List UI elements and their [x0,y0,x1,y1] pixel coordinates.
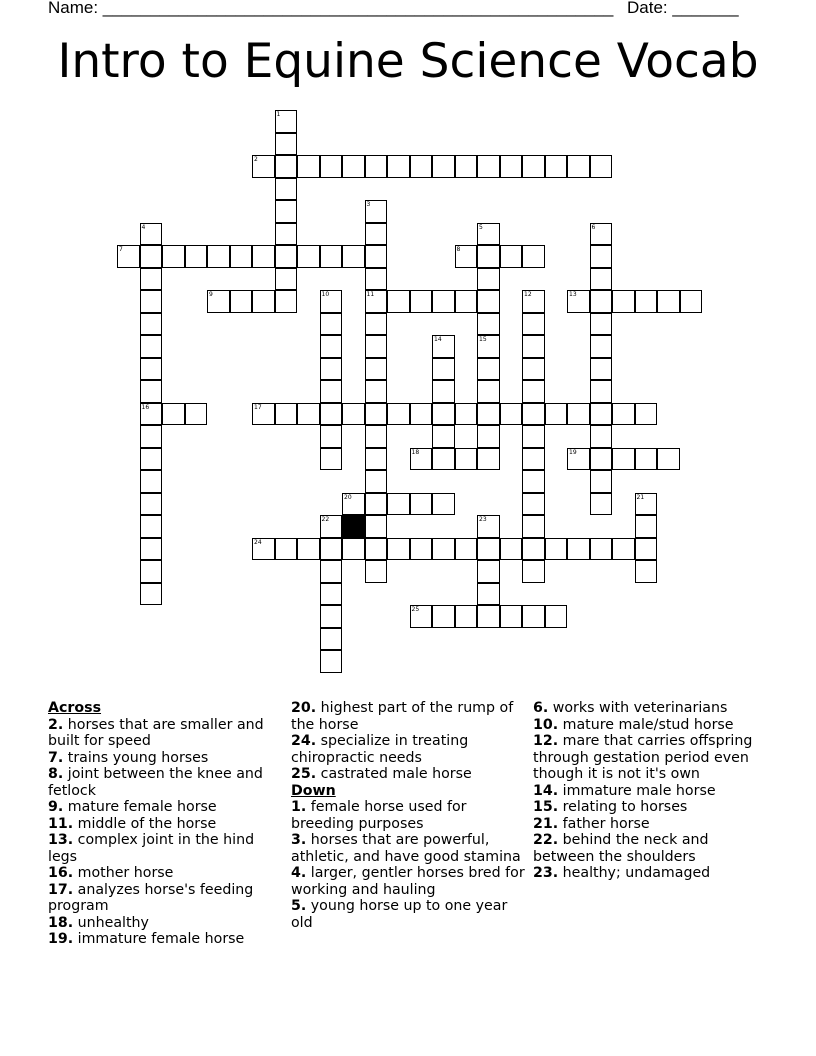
grid-cell[interactable] [477,380,500,403]
grid-cell[interactable] [162,403,185,426]
clue-down-10: 10. mature male/stud horse [533,716,734,733]
clue-down-12: 12. mare that carries offspring through gestation period even though it is not it's own [533,733,753,782]
grid-cell[interactable] [365,245,388,268]
clue-down-22: 22. behind the neck and between the shoulders [533,832,709,865]
clue-number-24: 24 [254,538,262,546]
clue-number-5: 5 [479,223,483,231]
grid-cell[interactable] [432,425,455,448]
clue-number-12: 12 [524,291,532,298]
grid-cell[interactable] [410,155,433,178]
grid-cell[interactable] [410,538,433,561]
grid-cell[interactable] [455,605,478,628]
grid-cell[interactable] [590,470,613,493]
clues-column-1 [48,700,283,948]
grid-cell[interactable] [365,223,388,246]
clue-down-5: 5. young horse up to one year old [291,898,508,931]
grid-cell[interactable] [275,223,298,246]
grid-cell[interactable] [320,403,343,426]
clue-number-9: 9 [209,291,213,298]
down-heading: Down [291,782,336,799]
grid-cell[interactable] [522,425,545,448]
grid-cell[interactable] [477,313,500,336]
clue-across-18: 18. unhealthy [48,914,149,931]
name-field-label: Name: ______________________________________________________ [48,0,614,17]
clue-number-6: 6 [591,223,596,231]
grid-cell[interactable] [590,448,613,471]
grid-cell[interactable] [230,245,253,268]
grid-cell[interactable] [140,380,163,403]
clue-number-4: 4 [141,223,146,231]
grid-cell[interactable] [477,425,500,448]
clue-number-21: 21 [636,493,645,501]
grid-cell[interactable] [275,245,298,268]
grid-cell[interactable] [635,403,658,426]
grid-cell[interactable] [275,268,298,291]
grid-cell[interactable] [320,245,343,268]
grid-cell[interactable] [455,403,478,426]
grid-cell[interactable] [545,538,568,561]
grid-cell[interactable] [320,650,343,673]
grid-cell[interactable] [477,290,500,313]
grid-cell[interactable] [275,155,298,178]
clue-number-7: 7 [119,246,123,253]
grid-cell[interactable] [410,403,433,426]
grid-cell[interactable] [185,403,208,426]
grid-cell[interactable] [275,403,298,426]
grid-cell[interactable] [522,245,545,268]
grid-cell[interactable] [365,380,388,403]
clue-across-7: 7. trains young horses [48,749,209,766]
grid-cell[interactable] [567,155,590,178]
clue-across-20: 20. highest part of the rump of the horse [291,700,514,733]
grid-cell[interactable] [590,290,613,313]
grid-cell[interactable] [140,290,163,313]
grid-cell[interactable] [320,335,343,358]
grid-cell[interactable] [657,448,680,471]
grid-cell[interactable] [365,313,388,336]
clue-down-14: 14. immature male horse [533,782,716,799]
puzzle-title: Intro to Equine Science Vocab [57,34,759,89]
grid-cell[interactable] [275,178,298,201]
grid-cell[interactable] [387,403,410,426]
clue-across-8: 8. joint between the knee and fetlock [48,766,263,799]
grid-cell[interactable] [297,538,320,561]
clue-across-13: 13. complex joint in the hind legs [48,832,255,865]
grid-cell[interactable] [545,403,568,426]
clue-number-20: 20 [344,493,352,501]
date-field-label: Date: _______ [627,0,739,17]
grid-cell[interactable] [252,245,275,268]
grid-cell[interactable] [522,155,545,178]
grid-cell[interactable] [432,403,455,426]
grid-cell[interactable] [342,538,365,561]
grid-cell[interactable] [140,515,163,538]
grid-cell[interactable] [455,290,478,313]
grid-cell[interactable] [410,290,433,313]
clue-across-2: 2. horses that are smaller and built for speed [48,716,264,749]
grid-cell[interactable] [455,448,478,471]
grid-cell[interactable] [455,538,478,561]
grid-cell[interactable] [432,380,455,403]
grid-cell[interactable] [590,403,613,426]
grid-cell[interactable] [140,268,163,291]
grid-cell[interactable] [477,538,500,561]
grid-cell[interactable] [185,245,208,268]
grid-cell[interactable] [320,560,343,583]
clue-down-21: 21. father horse [533,815,650,832]
grid-cell[interactable] [522,605,545,628]
grid-cell[interactable] [320,583,343,606]
grid-cell[interactable] [275,133,298,156]
grid-cell[interactable] [365,470,388,493]
grid-cell[interactable] [522,335,545,358]
grid-cell[interactable] [342,155,365,178]
grid-cell[interactable] [320,155,343,178]
grid-cell[interactable] [230,290,253,313]
grid-cell[interactable] [365,448,388,471]
grid-cell[interactable] [522,560,545,583]
grid-cell[interactable] [320,538,343,561]
grid-cell[interactable] [365,335,388,358]
grid-cell[interactable] [432,605,455,628]
clue-across-17: 17. analyzes horse's feeding program [48,881,254,914]
grid-cell[interactable] [162,245,185,268]
grid-cell[interactable] [140,358,163,381]
clue-across-16: 16. mother horse [48,865,174,881]
clues-column-2 [291,700,526,931]
grid-cell[interactable] [657,290,680,313]
grid-cell[interactable] [477,155,500,178]
clue-number-8: 8 [456,246,461,253]
clue-number-23: 23 [479,516,487,523]
grid-cell[interactable] [365,560,388,583]
grid-cell[interactable] [140,425,163,448]
grid-cell[interactable] [590,313,613,336]
grid-cell[interactable] [455,155,478,178]
across-heading: Across [48,700,102,716]
grid-cell[interactable] [140,470,163,493]
clue-number-17: 17 [254,403,262,411]
grid-cell[interactable] [387,538,410,561]
grid-cell[interactable] [522,403,545,426]
grid-cell[interactable] [477,245,500,268]
grid-cell[interactable] [207,245,230,268]
grid-cell[interactable] [365,155,388,178]
grid-cell[interactable] [477,448,500,471]
grid-cell[interactable] [432,155,455,178]
clue-across-24: 24. specialize in treating chiropractic needs [291,733,469,766]
clue-down-1: 1. female horse used for breeding purposes [291,799,467,832]
clue-number-2: 2 [254,156,258,163]
clue-across-25: 25. castrated male horse [291,766,472,782]
clue-number-18: 18 [411,448,420,456]
grid-cell[interactable] [567,403,590,426]
grid-cell[interactable] [140,245,163,268]
grid-cell[interactable] [140,538,163,561]
grid-cell[interactable] [590,538,613,561]
grid-cell[interactable] [365,403,388,426]
grid-cell[interactable] [477,605,500,628]
grid-cell[interactable] [590,493,613,516]
grid-cell[interactable] [320,605,343,628]
grid-cell[interactable] [477,358,500,381]
grid-cell[interactable] [140,560,163,583]
grid-cell[interactable] [477,583,500,606]
grid-cell[interactable] [590,335,613,358]
grid-cell[interactable] [590,268,613,291]
grid-cell[interactable] [522,470,545,493]
grid-cell[interactable] [432,538,455,561]
clue-across-19: 19. immature female horse [48,931,245,947]
grid-cell[interactable] [635,515,658,538]
clue-number-22: 22 [321,516,330,523]
clue-number-3: 3 [366,201,371,208]
block-cell [342,515,365,538]
grid-cell[interactable] [500,538,523,561]
grid-cell[interactable] [387,155,410,178]
clue-number-19: 19 [569,448,577,456]
grid-cell[interactable] [477,268,500,291]
grid-cell[interactable] [500,155,523,178]
grid-cell[interactable] [342,403,365,426]
grid-cell[interactable] [342,245,365,268]
grid-cell[interactable] [500,403,523,426]
grid-cell[interactable] [320,358,343,381]
grid-cell[interactable] [140,448,163,471]
grid-cell[interactable] [612,538,635,561]
grid-cell[interactable] [477,403,500,426]
clue-down-4: 4. larger, gentler horses bred for working and hauling [291,865,525,898]
grid-cell[interactable] [275,290,298,313]
grid-cell[interactable] [410,493,433,516]
grid-cell[interactable] [612,290,635,313]
grid-cell[interactable] [432,448,455,471]
clue-number-16: 16 [141,403,150,411]
grid-cell[interactable] [635,560,658,583]
clue-down-23: 23. healthy; undamaged [533,865,711,881]
grid-cell[interactable] [365,493,388,516]
grid-cell[interactable] [680,290,703,313]
grid-cell[interactable] [297,245,320,268]
clue-across-11: 11. middle of the horse [48,815,217,832]
clue-number-1: 1 [276,111,281,118]
grid-cell[interactable] [545,155,568,178]
grid-cell[interactable] [297,403,320,426]
grid-cell[interactable] [522,358,545,381]
grid-cell[interactable] [387,493,410,516]
grid-cell[interactable] [612,403,635,426]
grid-cell[interactable] [522,515,545,538]
grid-cell[interactable] [500,605,523,628]
grid-cell[interactable] [432,290,455,313]
grid-cell[interactable] [140,493,163,516]
grid-cell[interactable] [320,448,343,471]
clue-number-10: 10 [321,291,330,298]
grid-cell[interactable] [545,605,568,628]
grid-cell[interactable] [522,380,545,403]
clue-down-15: 15. relating to horses [533,799,688,815]
grid-cell[interactable] [365,268,388,291]
grid-cell[interactable] [500,245,523,268]
grid-cell[interactable] [365,425,388,448]
grid-cell[interactable] [590,245,613,268]
grid-cell[interactable] [275,200,298,223]
grid-cell[interactable] [140,335,163,358]
grid-cell[interactable] [635,538,658,561]
clue-number-14: 14 [434,336,442,343]
grid-cell[interactable] [140,313,163,336]
grid-cell[interactable] [275,538,298,561]
clue-number-13: 13 [569,291,577,298]
grid-cell[interactable] [567,538,590,561]
clue-number-15: 15 [479,336,487,343]
clue-down-3: 3. horses that are powerful, athletic, and have good stamina [291,832,521,865]
grid-cell[interactable] [320,628,343,651]
clue-number-25: 25 [411,606,420,613]
grid-cell[interactable] [140,583,163,606]
grid-cell[interactable] [252,290,275,313]
grid-cell[interactable] [590,358,613,381]
clue-across-9: 9. mature female horse [48,799,217,815]
grid-cell[interactable] [635,290,658,313]
grid-cell[interactable] [590,155,613,178]
grid-cell[interactable] [320,313,343,336]
grid-cell[interactable] [365,538,388,561]
grid-cell[interactable] [387,290,410,313]
grid-cell[interactable] [590,425,613,448]
clues-column-3 [533,700,768,882]
grid-cell[interactable] [612,448,635,471]
grid-cell[interactable] [432,493,455,516]
grid-cell[interactable] [297,155,320,178]
grid-cell[interactable] [590,380,613,403]
grid-cell[interactable] [635,448,658,471]
grid-cell[interactable] [365,358,388,381]
grid-cell[interactable] [320,425,343,448]
grid-cell[interactable] [522,313,545,336]
grid-cell[interactable] [522,538,545,561]
clue-number-11: 11 [366,291,375,298]
grid-cell[interactable] [320,380,343,403]
clue-down-6: 6. works with veterinarians [533,700,728,716]
grid-cell[interactable] [522,448,545,471]
grid-cell[interactable] [522,493,545,516]
grid-cell[interactable] [365,515,388,538]
grid-cell[interactable] [432,358,455,381]
grid-cell[interactable] [477,560,500,583]
